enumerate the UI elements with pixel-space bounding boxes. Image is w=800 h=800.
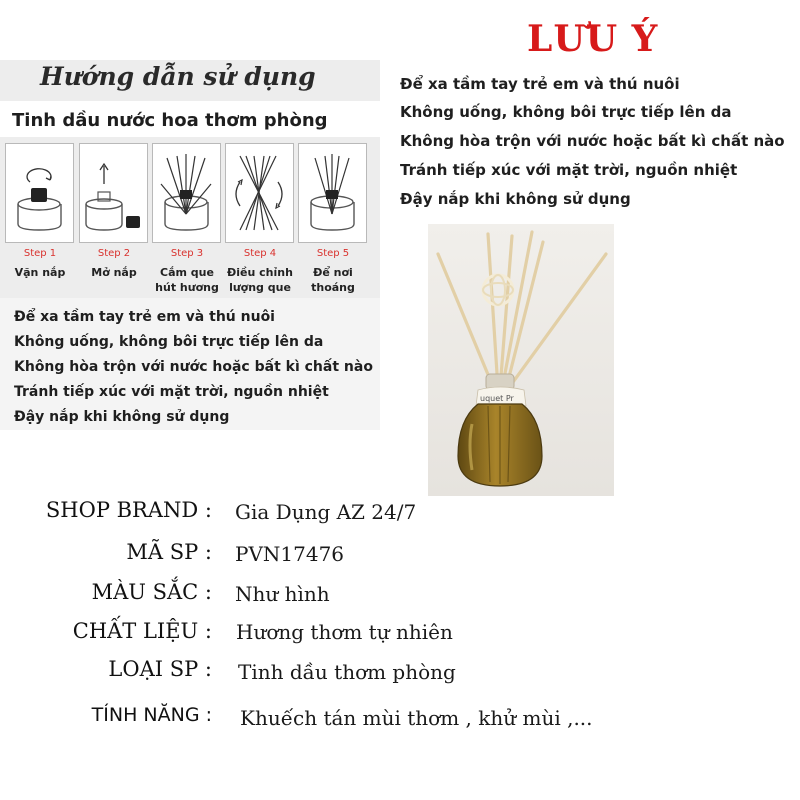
- instructions-title: Hướng dẫn sử dụng: [40, 62, 316, 91]
- spec-value-brand: Gia Dụng AZ 24/7: [235, 500, 417, 524]
- step-4-name: Điều chỉnh lượng que: [227, 266, 293, 294]
- spec-label-brand: SHOP BRAND :: [45, 498, 212, 522]
- place-ventilated-icon: [299, 144, 366, 242]
- spec-label-feature: TÍNH NĂNG :: [91, 704, 212, 726]
- step-1-label: Step 1: [23, 248, 57, 259]
- product-photo: [428, 224, 614, 496]
- bottle-label: uquet Pr: [480, 394, 514, 403]
- open-cap-icon: [80, 144, 147, 242]
- warning-note-5: Đậy nắp khi không sử dụng: [400, 190, 631, 208]
- twist-cap-icon: [6, 144, 73, 242]
- warning-note-2: Không uống, không bôi trực tiếp lên da: [400, 103, 732, 121]
- instructions-subtitle: Tinh dầu nước hoa thơm phòng: [12, 110, 328, 131]
- left-note-4: Tránh tiếp xúc với mặt trời, nguồn nhiệt: [14, 384, 329, 400]
- step-2-name: Mở nắp: [91, 266, 137, 279]
- spec-value-color: Như hình: [235, 582, 330, 606]
- step-3-name: Cắm que hút hương: [155, 266, 219, 294]
- step-2-illustration: [79, 143, 148, 243]
- left-note-2: Không uống, không bôi trực tiếp lên da: [14, 334, 324, 350]
- step-5-name: Để nơi thoáng: [311, 266, 355, 294]
- warning-note-1: Để xa tầm tay trẻ em và thú nuôi: [400, 75, 680, 93]
- spec-value-feature: Khuếch tán mùi thơm , khử mùi ,...: [240, 706, 593, 730]
- step-5-illustration: [298, 143, 367, 243]
- step-5-label: Step 5: [316, 248, 350, 259]
- insert-reeds-icon: [153, 144, 220, 242]
- step-3-illustration: [152, 143, 221, 243]
- spec-label-material: CHẤT LIỆU :: [72, 619, 212, 643]
- left-note-1: Để xa tầm tay trẻ em và thú nuôi: [14, 309, 275, 325]
- step-1-name: Vặn nắp: [14, 266, 66, 279]
- left-note-5: Đậy nắp khi không sử dụng: [14, 409, 230, 425]
- warning-note-3: Không hòa trộn với nước hoặc bất kì chất nào: [400, 132, 785, 150]
- step-1-illustration: [5, 143, 74, 243]
- warning-note-4: Tránh tiếp xúc với mặt trời, nguồn nhiệt: [400, 161, 738, 179]
- spec-value-sku: PVN17476: [235, 542, 345, 566]
- spec-value-type: Tinh dầu thơm phòng: [238, 660, 456, 684]
- warning-title: LƯU Ý: [527, 18, 659, 60]
- step-4-label: Step 4: [243, 248, 277, 259]
- step-2-label: Step 2: [97, 248, 131, 259]
- left-note-3: Không hòa trộn với nước hoặc bất kì chất nào: [14, 359, 373, 375]
- step-3-label: Step 3: [170, 248, 204, 259]
- spec-label-color: MÀU SẮC :: [91, 580, 212, 604]
- step-4-illustration: [225, 143, 294, 243]
- spec-label-sku: MÃ SP :: [126, 540, 212, 564]
- spec-value-material: Hương thơm tự nhiên: [236, 620, 453, 644]
- spec-label-type: LOẠI SP :: [108, 657, 212, 681]
- adjust-reeds-icon: [226, 144, 293, 242]
